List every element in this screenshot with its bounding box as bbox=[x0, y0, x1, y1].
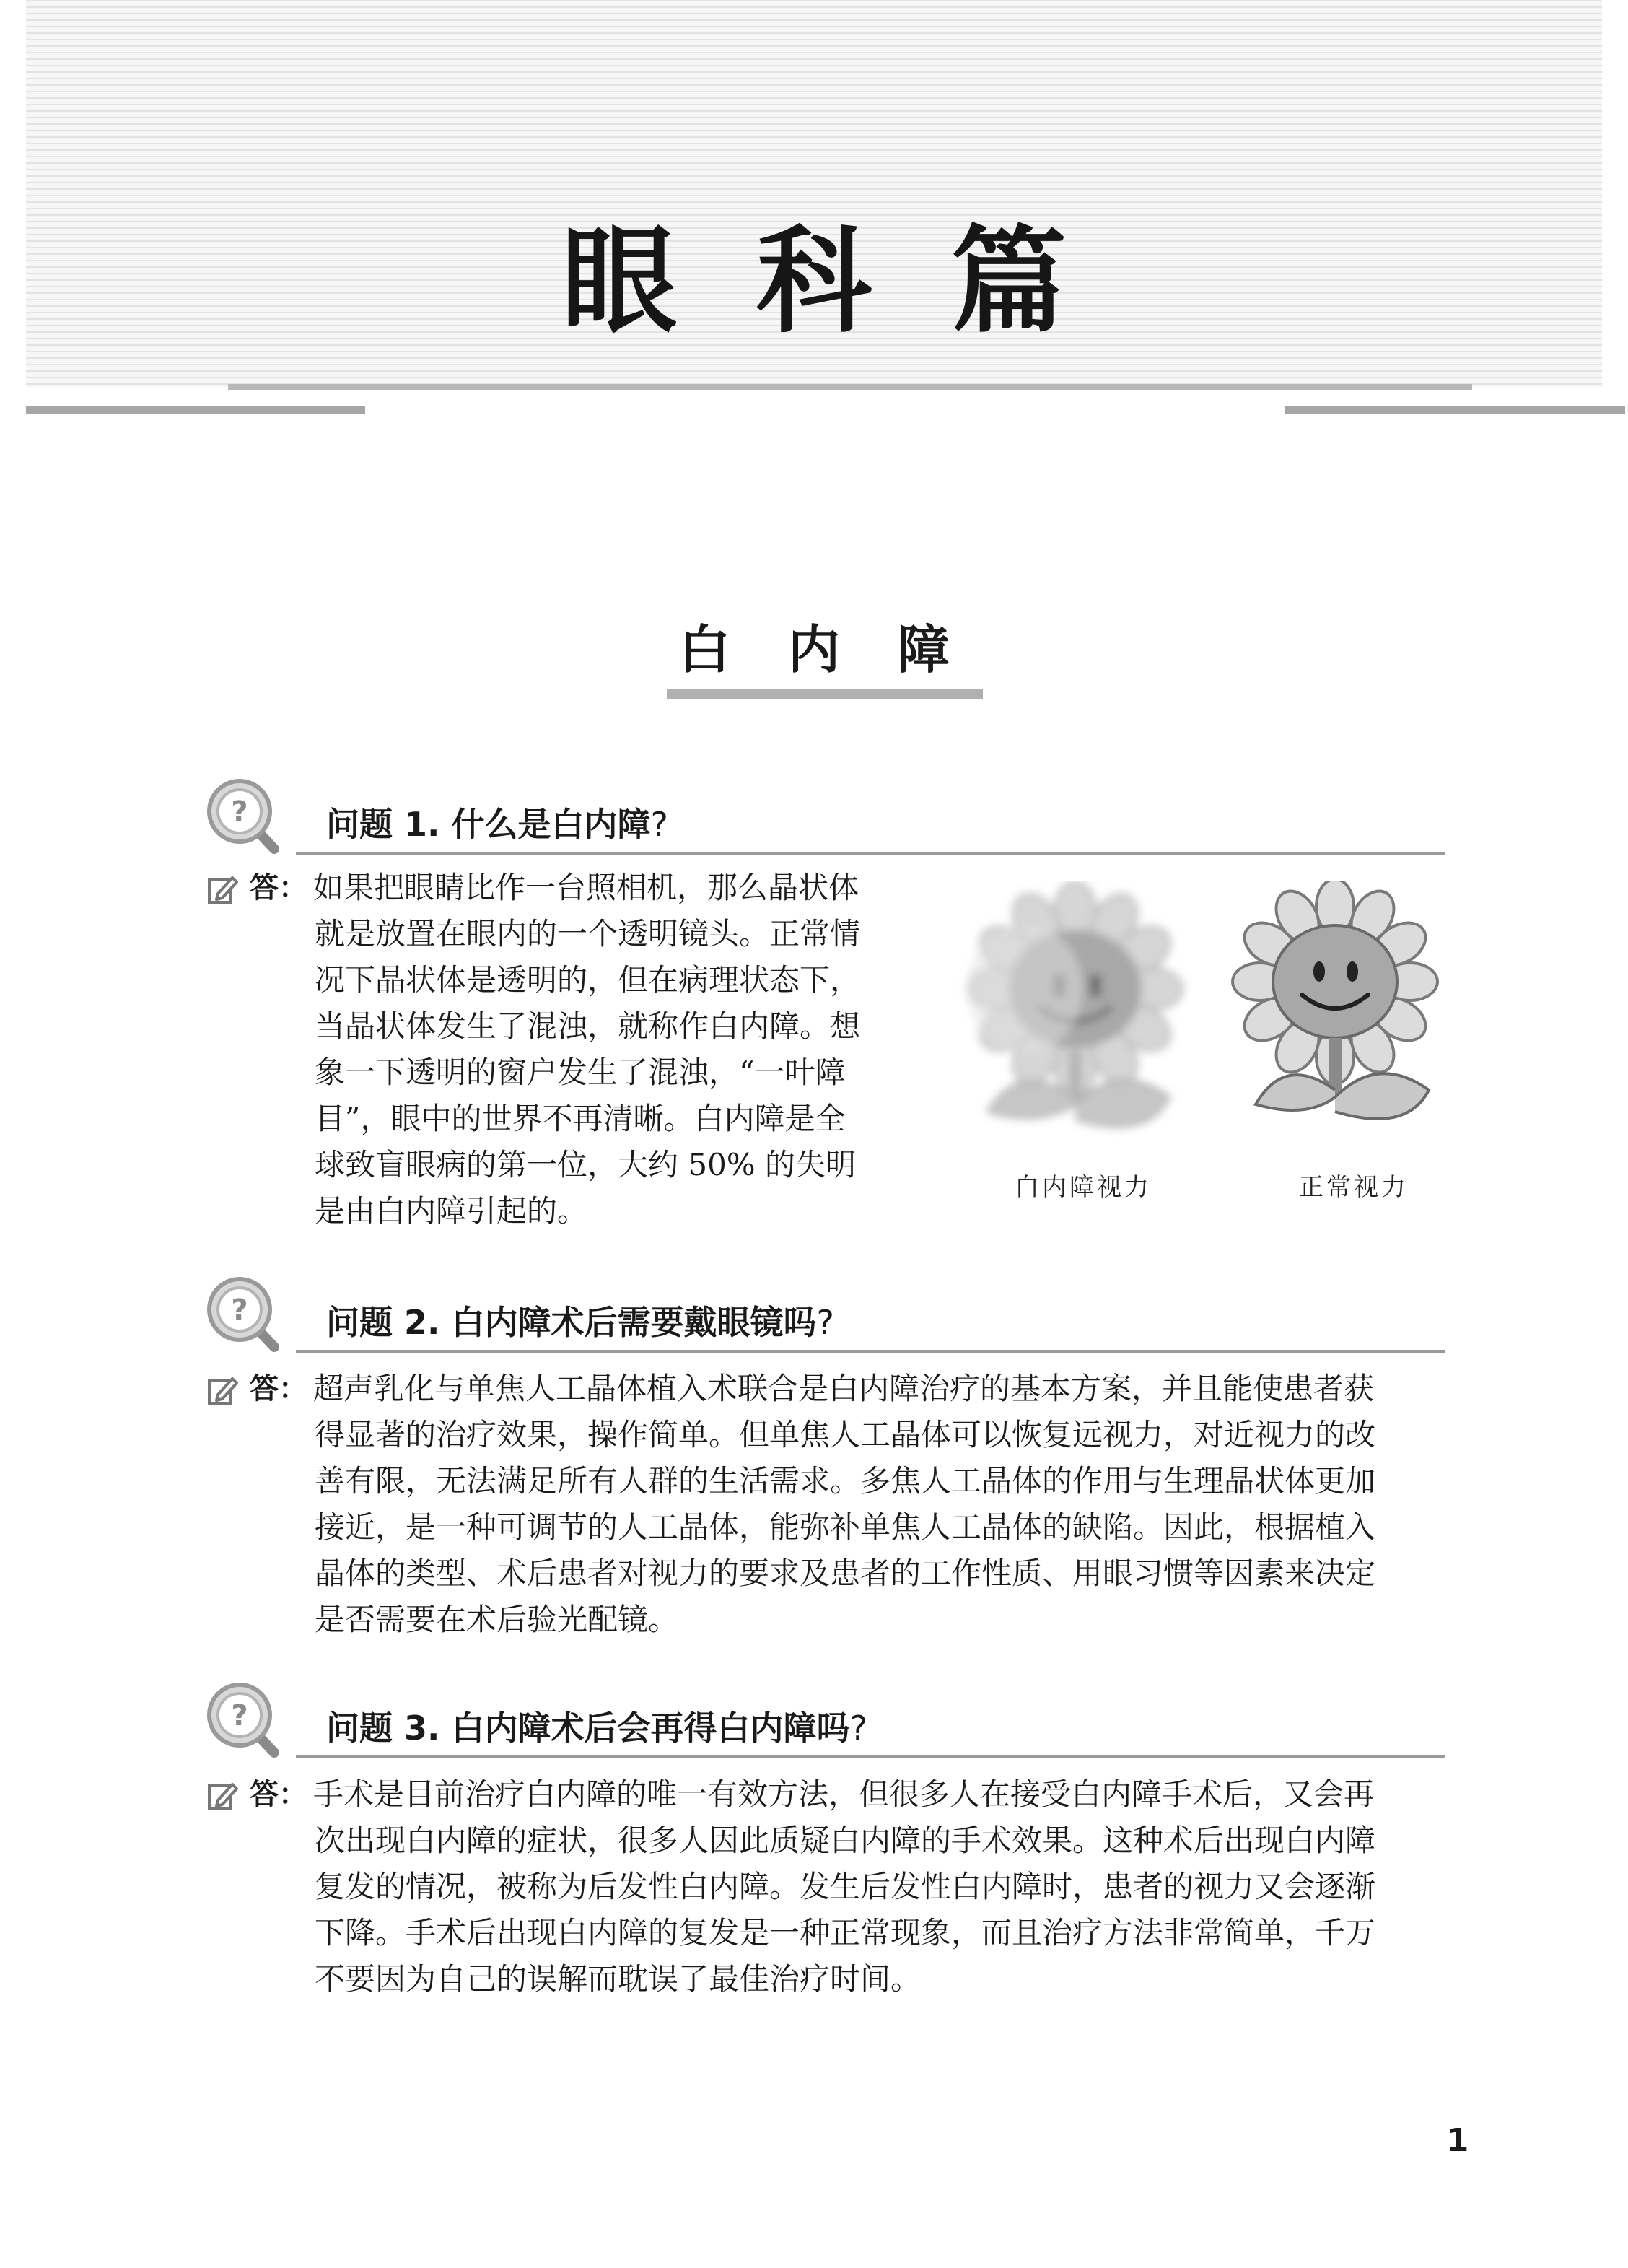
section-underline bbox=[667, 689, 983, 699]
answer-label: 答： bbox=[250, 1372, 307, 1405]
figure-caption-cataract: 白内障视力 bbox=[1015, 1173, 1152, 1202]
answer-label: 答： bbox=[250, 1778, 307, 1811]
answer-3-text: 手术是目前治疗白内障的唯一有效方法，但很多人在接受白内障手术后，又会再 次出现白内障的症状，很多人因此质疑白内障的手术效果。这种术后出现白内障 复发的情况，被称为后发性白内障。发生后发性白内障时，患者的视力又会逐渐 下降。手术后出现白内障的复发是一种正常现象，而且治疗方法非常简单，千万 不要因为自己的误解而耽误了最佳治疗时间。 bbox=[313, 1776, 1376, 1997]
question-3-rule bbox=[296, 1755, 1445, 1758]
question-3: 问题 3. 白内障术后会再得白内障吗? bbox=[326, 1709, 867, 1748]
question-1-rule bbox=[296, 852, 1445, 855]
edit-pencil-icon bbox=[206, 873, 238, 905]
question-2: 问题 2. 白内障术后需要戴眼镜吗? bbox=[326, 1303, 834, 1342]
question-magnifier-icon bbox=[204, 1679, 284, 1760]
answer-1-text: 如果把眼睛比作一台照相机，那么晶状体 就是放置在眼内的一个透明镜头。正常情 况下晶状体是透明的，但在病理状态下， 当晶状体发生了混浊，就称作白内障。想 象一下透明的窗户发生了混浊，“一叶障 目”，眼中的世界不再清晰。白内障是全 球致盲眼病的第一位，大约 50% 的失明 是由白内障引起的。 bbox=[313, 870, 861, 1229]
header-rule-right bbox=[1285, 406, 1625, 414]
header-rule-top bbox=[228, 384, 1472, 390]
chapter-title: 眼科篇 bbox=[561, 214, 1146, 349]
question-1: 问题 1. 什么是白内障? bbox=[326, 805, 668, 844]
answer-label: 答： bbox=[250, 871, 307, 904]
question-magnifier-icon bbox=[204, 775, 284, 856]
sunflower-illustration bbox=[931, 881, 1465, 1169]
edit-pencil-icon bbox=[206, 1374, 238, 1406]
question-2-rule bbox=[296, 1350, 1445, 1353]
page-number: 1 bbox=[1446, 2122, 1469, 2159]
sunflower-figure bbox=[931, 881, 1465, 1213]
section-title: 白内障 bbox=[678, 619, 1007, 680]
answer-2-text: 超声乳化与单焦人工晶体植入术联合是白内障治疗的基本方案，并且能使患者获 得显著的治疗效果，操作简单。但单焦人工晶体可以恢复远视力，对近视力的改 善有限，无法满足所有人群的生活需求。多焦人工晶体的作用与生理晶状体更加 接近，是一种可调节的人工晶体，能弥补单焦人工晶体的缺陷。因此，根据植入 晶体的类型、术后患者对视力的要求及患者的工作性质、用眼习惯等因素来决定 是否需要在术后验光配镜。 bbox=[313, 1371, 1376, 1637]
figure-caption-normal: 正常视力 bbox=[1299, 1173, 1409, 1202]
header-rule-left bbox=[26, 406, 365, 414]
question-magnifier-icon bbox=[204, 1273, 284, 1354]
edit-pencil-icon bbox=[206, 1780, 238, 1812]
